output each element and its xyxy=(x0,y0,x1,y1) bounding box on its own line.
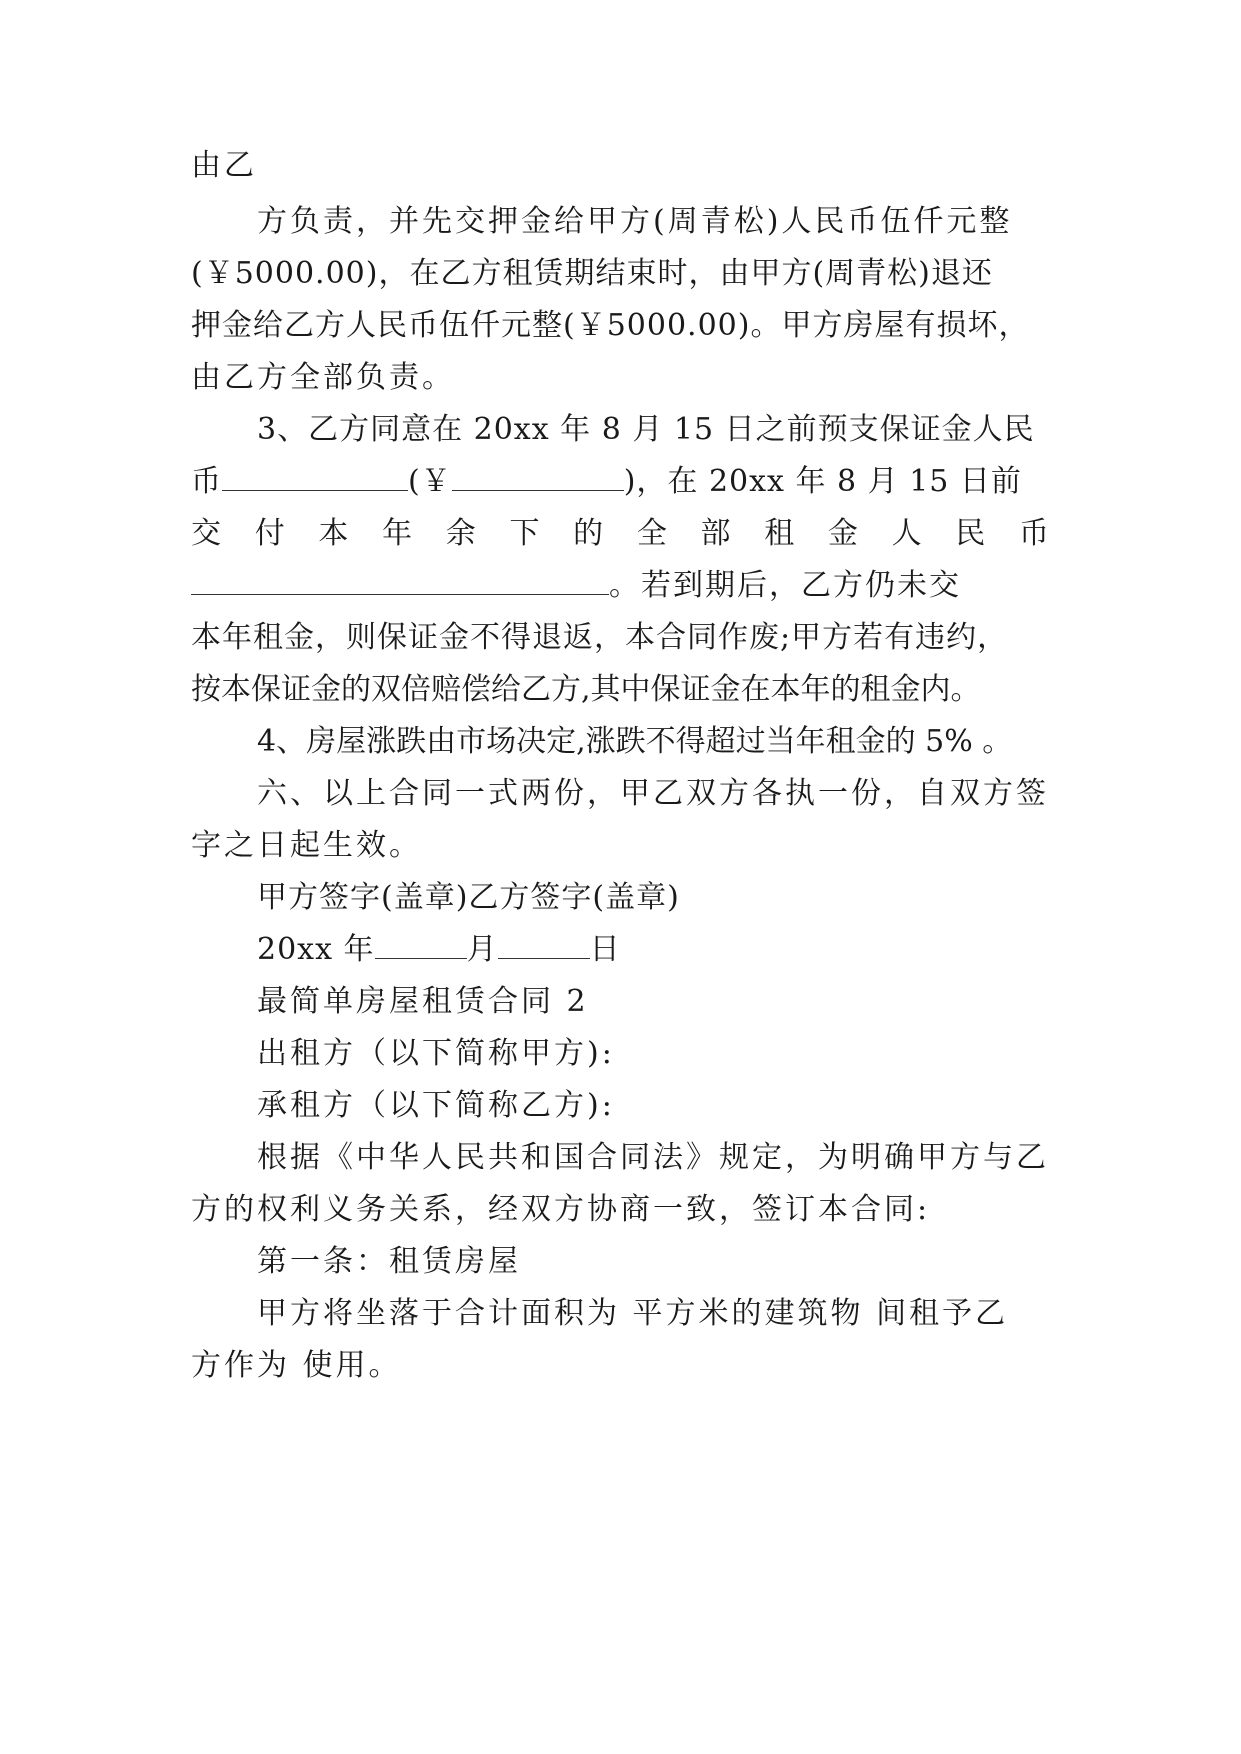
justified-char: 部 xyxy=(700,516,731,551)
justified-char: 币 xyxy=(1018,516,1049,551)
justified-char: 本 xyxy=(318,516,349,551)
text-fragment: 月 xyxy=(466,932,498,967)
justified-char: 金 xyxy=(827,516,858,551)
blank-underline xyxy=(375,932,467,959)
text-line: 根据《中华人民共和国合同法》规定，为明确甲方与乙 xyxy=(257,1140,1049,1175)
blank-underline xyxy=(498,932,590,959)
text-fragment: 币 xyxy=(191,464,222,499)
section-title: 最简单房屋租赁合同 2 xyxy=(257,984,589,1019)
justified-char: 下 xyxy=(509,516,540,551)
text-fragment: 20xx 年 xyxy=(257,932,375,967)
text-line: 方的权利义务关系，经双方协商一致，签订本合同: xyxy=(191,1192,931,1227)
date-line xyxy=(257,930,1049,970)
article-heading: 第一条：租赁房屋 xyxy=(257,1244,521,1279)
text-fragment: 。若到期后，乙方仍未交 xyxy=(609,568,961,603)
text-line: 3、乙方同意在 20xx 年 8 月 15 日之前预支保证金人民 xyxy=(257,412,1035,447)
text-line-with-blanks xyxy=(191,462,1049,502)
text-line: 字之日起生效。 xyxy=(191,828,422,863)
justified-char: 租 xyxy=(764,516,795,551)
justified-char: 交 xyxy=(191,516,221,551)
text-line: 4、房屋涨跌由市场决定,涨跌不得超过当年租金的 5% 。 xyxy=(257,724,1013,759)
justified-char: 年 xyxy=(382,516,413,551)
justified-char: 人 xyxy=(891,516,922,551)
text-line: 本年租金，则保证金不得退返，本合同作废;甲方若有违约， xyxy=(191,620,1009,655)
text-line: 由乙方全部负责。 xyxy=(191,360,455,395)
justified-char: 民 xyxy=(955,516,986,551)
text-line: 出租方（以下简称甲方): xyxy=(257,1036,615,1071)
justified-char: 余 xyxy=(445,516,476,551)
text-fragment: 日 xyxy=(589,932,621,967)
blank-underline xyxy=(452,464,624,491)
text-line-justified xyxy=(191,514,1049,554)
text-line: 方负责，并先交押金给甲方(周青松)人民币伍仟元整 xyxy=(257,204,1013,239)
text-line: 承租方（以下简称乙方): xyxy=(257,1088,615,1123)
text-fragment: (￥ xyxy=(408,464,452,499)
text-line: 甲方将坐落于合计面积为 平方米的建筑物 间租予乙 xyxy=(257,1296,1009,1331)
text-line: 由乙 xyxy=(191,148,257,183)
blank-underline xyxy=(191,568,609,595)
text-line: (￥5000.00)，在乙方租赁期结束时，由甲方(周青松)退还 xyxy=(191,256,993,291)
text-line: 方作为 使用。 xyxy=(191,1348,402,1383)
justified-char: 付 xyxy=(254,516,285,551)
justified-char: 的 xyxy=(573,516,604,551)
text-fragment: )，在 20xx 年 8 月 15 日前 xyxy=(623,464,1022,499)
justified-char: 全 xyxy=(636,516,667,551)
text-line: 押金给乙方人民币伍仟元整(￥5000.00)。甲方房屋有损坏， xyxy=(191,308,1030,343)
text-line: 六、以上合同一式两份，甲乙双方各执一份，自双方签 xyxy=(257,776,1049,811)
text-line-with-blanks xyxy=(191,566,1049,606)
text-line: 按本保证金的双倍赔偿给乙方,其中保证金在本年的租金内。 xyxy=(191,672,981,707)
blank-underline xyxy=(222,464,408,491)
signature-line: 甲方签字(盖章)乙方签字(盖章) xyxy=(257,880,680,915)
